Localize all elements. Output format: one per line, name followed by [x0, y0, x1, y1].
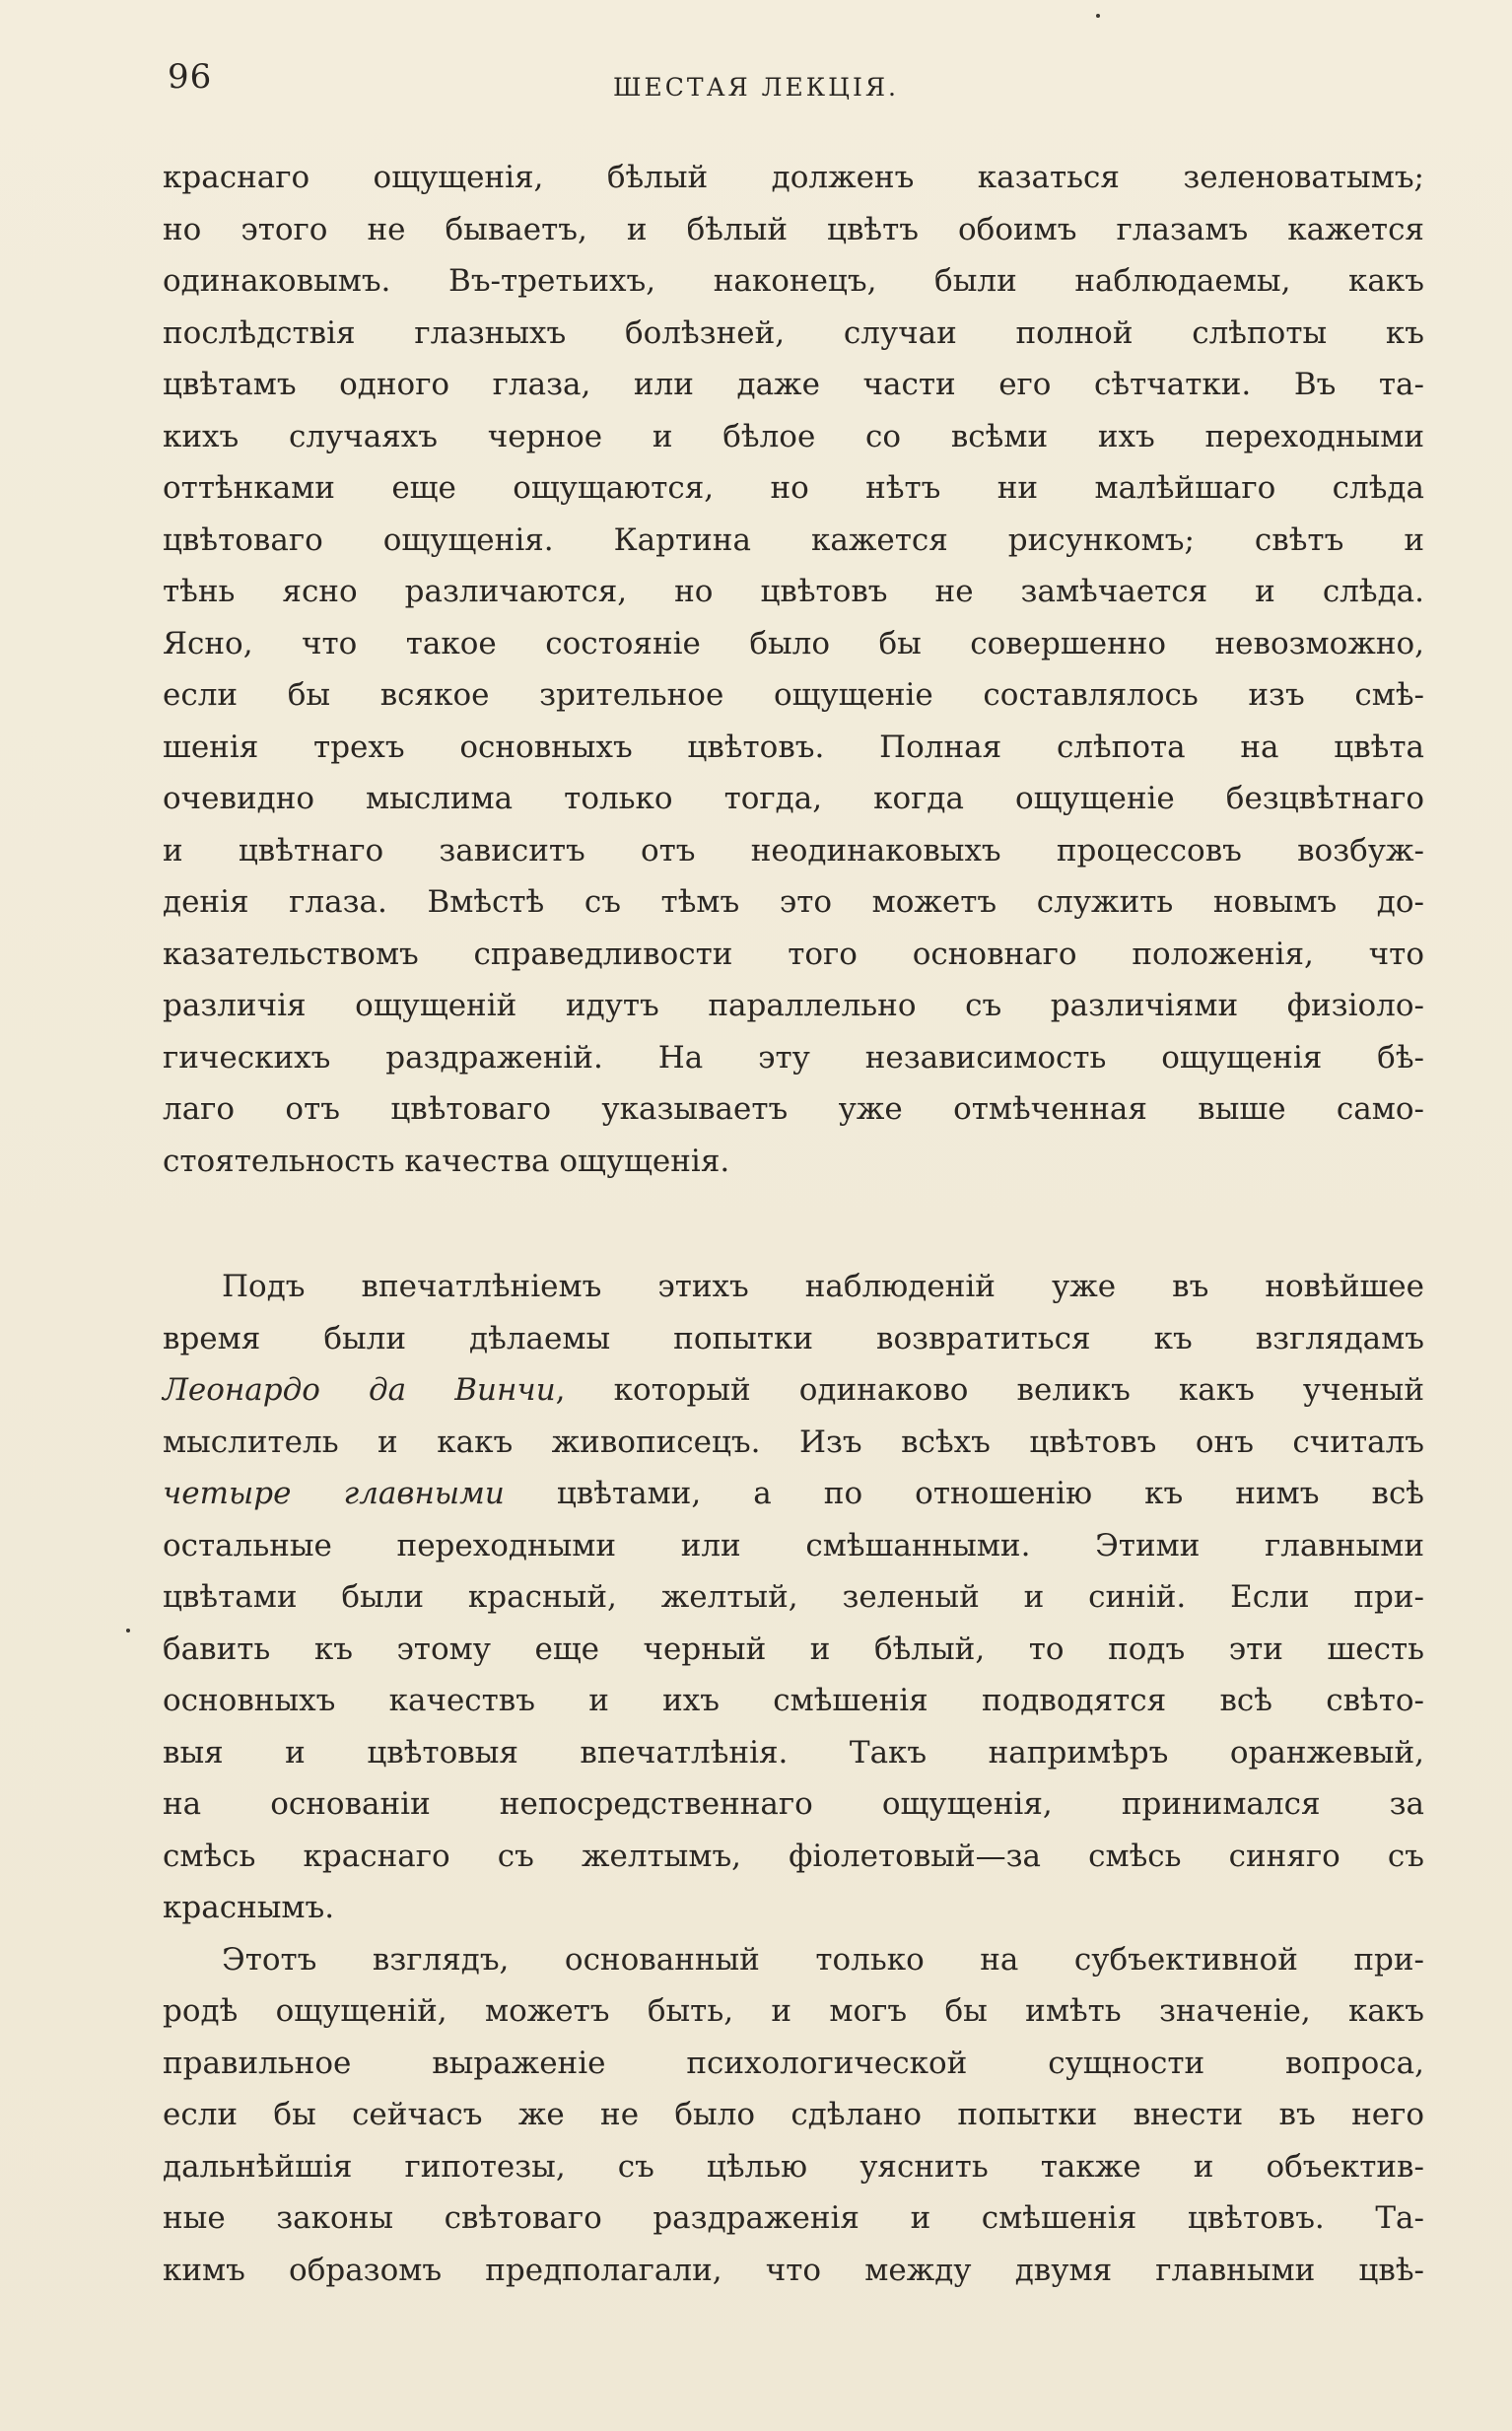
text-line: стоятельность качества ощущенія. [163, 1143, 730, 1179]
text-line: различія ощущеній идутъ параллельно съ различіями физіоло- [163, 988, 1424, 1023]
text-line: если бы всякое зрительное ощущеніе составлялось изъ смѣ- [163, 677, 1424, 713]
text-line: если бы сейчасъ же не было сдѣлано попытки внести въ него [163, 2097, 1424, 2132]
body-text [163, 152, 1424, 2296]
print-speck [126, 1629, 130, 1632]
text-line: но этого не бываетъ, и бѣлый цвѣтъ обоимъ глазамъ кажется [163, 211, 1424, 247]
text-line: одинаковымъ. Въ-третьихъ, наконецъ, были наблюдаемы, какъ [163, 263, 1424, 299]
text-line: послѣдствія глазныхъ болѣзней, случаи полной слѣпоты къ [163, 314, 1424, 351]
paragraph-3 [163, 1934, 1424, 2297]
text-line: Этотъ взглядъ, основанный только на субъективной при- [222, 1941, 1424, 1978]
text-line: оттѣнками еще ощущаются, но нѣтъ ни малѣйшаго слѣда [163, 470, 1424, 506]
text-run: , который одинаково великъ какъ ученый [555, 1372, 1425, 1408]
text-line: тѣнь ясно различаются, но цвѣтовъ не замѣчается и слѣда. [163, 574, 1424, 609]
text-line: основныхъ качествъ и ихъ смѣшенія подводятся всѣ свѣто- [163, 1683, 1424, 1718]
running-head: ШЕСТАЯ ЛЕКЦІЯ. [613, 73, 899, 102]
text-line: время были дѣлаемы попытки возвратиться къ взглядамъ [163, 1320, 1424, 1356]
print-speck [1096, 14, 1100, 18]
text-line: ные законы свѣтоваго раздраженія и смѣшенія цвѣтовъ. Та- [163, 2200, 1424, 2236]
text-line: кимъ образомъ предполагали, что между двумя главными цвѣ- [163, 2252, 1424, 2288]
paragraph-1 [163, 152, 1424, 1187]
text-line: очевидно мыслима только тогда, когда ощущеніе безцвѣтнаго [163, 781, 1424, 816]
text-line: цвѣтамъ одного глаза, или даже части его сѣтчатки. Въ та- [163, 367, 1424, 402]
page-number: 96 [168, 57, 213, 97]
text-line: гическихъ раздраженій. На эту независимость ощущенія бѣ- [163, 1039, 1424, 1076]
text-line: остальные переходными или смѣшанными. Этими главными [163, 1527, 1424, 1563]
text-run: цвѣтами, а по отношенію къ нимъ всѣ [504, 1476, 1424, 1511]
text-line: выя и цвѣтовыя впечатлѣнія. Такъ напримѣръ оранжевый, [163, 1734, 1424, 1771]
text-line: и цвѣтнаго зависитъ отъ неодинаковыхъ процессовъ возбуж- [163, 832, 1424, 868]
text-line: Подъ впечатлѣніемъ этихъ наблюденій уже въ новѣйшее [222, 1269, 1424, 1304]
text-line: смѣсь краснаго съ желтымъ, фіолетовый—за смѣсь синяго съ [163, 1838, 1424, 1874]
text-line: родѣ ощущеній, можетъ быть, и могъ бы имѣть значеніе, какъ [163, 1993, 1424, 2029]
text-line: на основаніи непосредственнаго ощущенія, принимался за [163, 1786, 1424, 1822]
text-line: кихъ случаяхъ черное и бѣлое со всѣми ихъ переходными [163, 418, 1424, 454]
text-line: правильное выраженіе психологической сущности вопроса, [163, 2045, 1424, 2081]
text-line: шенія трехъ основныхъ цвѣтовъ. Полная слѣпота на цвѣта [163, 729, 1424, 765]
text-line: бавить къ этому еще черный и бѣлый, то подъ эти шесть [163, 1631, 1424, 1667]
text-line: денія глаза. Вмѣстѣ съ тѣмъ это можетъ служить новымъ до- [163, 884, 1424, 920]
text-line: лаго отъ цвѣтоваго указываетъ уже отмѣченная выше само- [163, 1091, 1424, 1127]
text-line: мыслитель и какъ живописецъ. Изъ всѣхъ цвѣтовъ онъ считалъ [163, 1424, 1424, 1460]
text-line: краснымъ. [163, 1890, 335, 1925]
italic-name: Леонардо да Винчи [163, 1372, 556, 1408]
italic-phrase: четыре главными [163, 1476, 505, 1511]
text-line: цвѣтоваго ощущенія. Картина кажется рисункомъ; свѣтъ и [163, 521, 1424, 558]
paragraph-gap [163, 1187, 1424, 1261]
text-line: цвѣтами были красный, желтый, зеленый и синій. Если при- [163, 1579, 1424, 1615]
text-line [163, 1364, 1424, 1417]
paragraph-2 [163, 1261, 1424, 1934]
text-line: краснаго ощущенія, бѣлый долженъ казаться зеленоватымъ; [163, 160, 1424, 195]
text-line: казательствомъ справедливости того основнаго положенія, что [163, 936, 1424, 972]
text-line [163, 1468, 1424, 1520]
text-line: дальнѣйшія гипотезы, съ цѣлью уяснить также и объектив- [163, 2148, 1424, 2185]
text-line: Ясно, что такое состояніе было бы совершенно невозможно, [163, 625, 1424, 661]
